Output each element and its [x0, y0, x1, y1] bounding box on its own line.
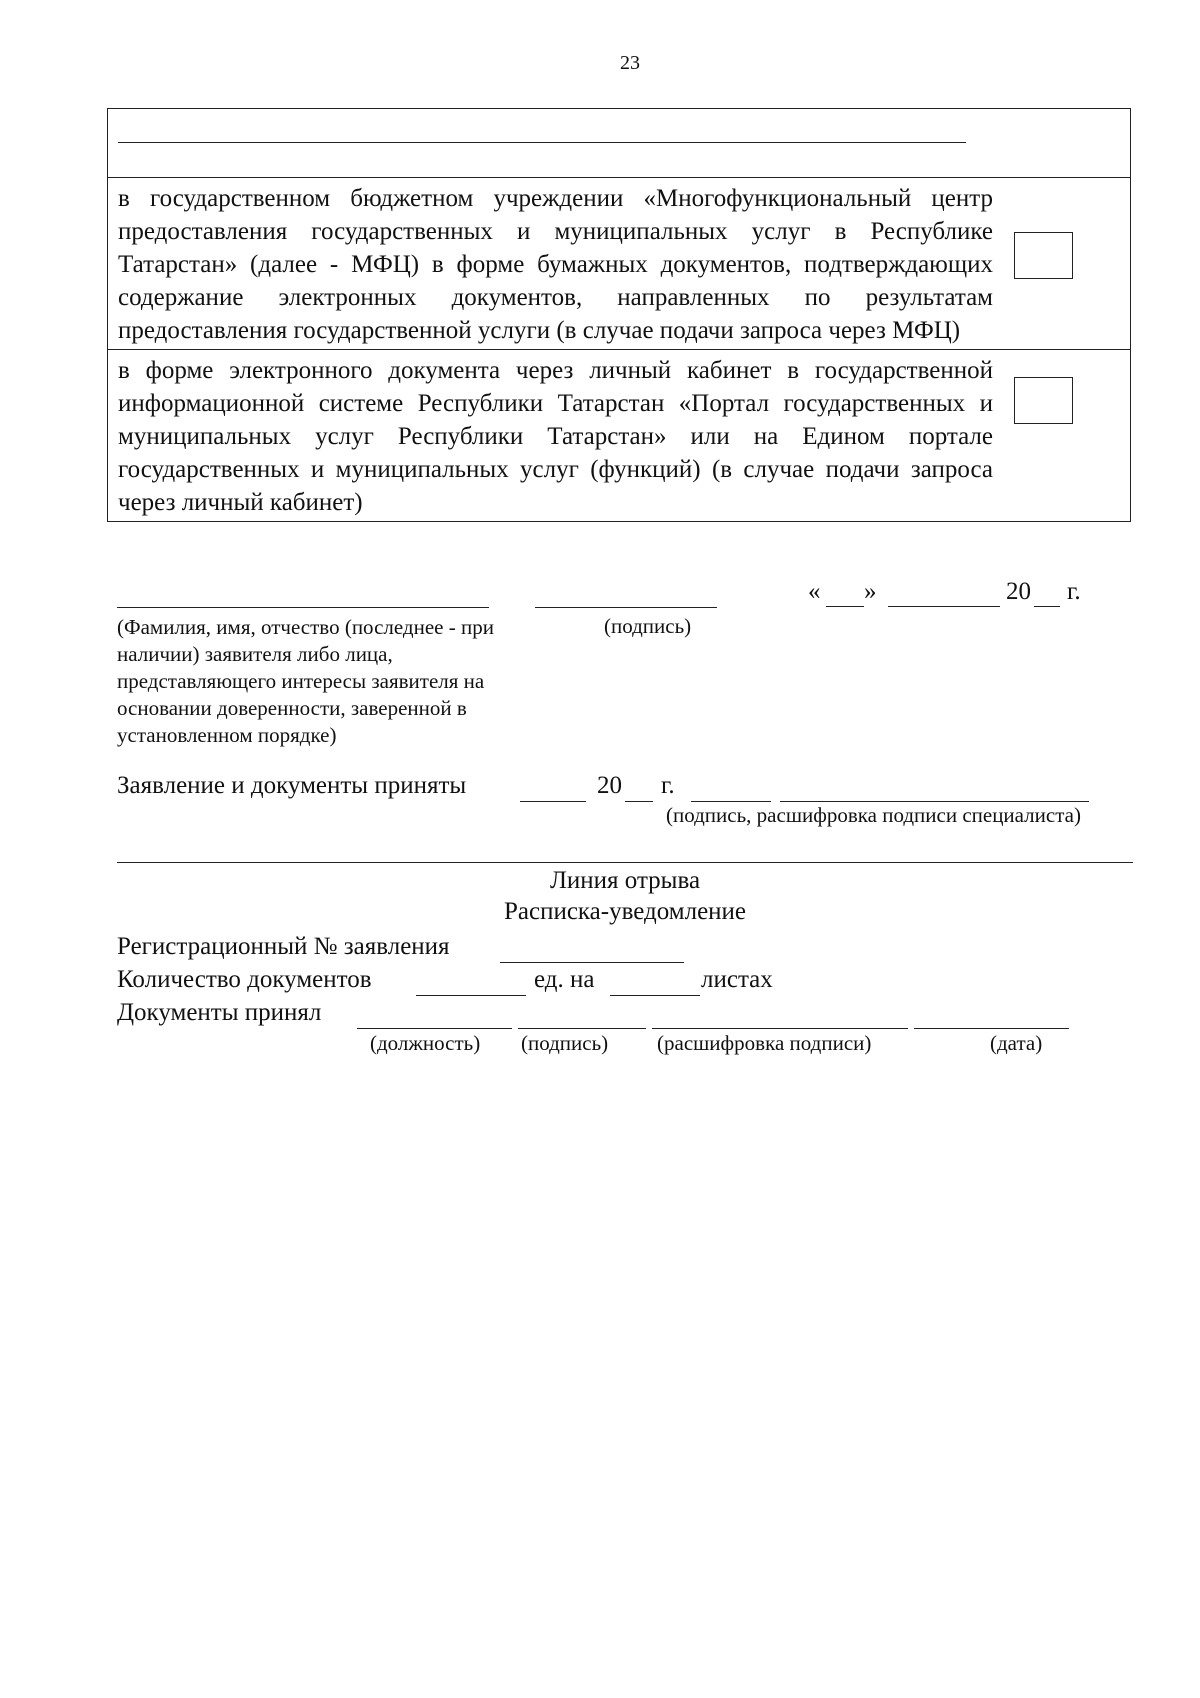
decoding-line[interactable]	[652, 1028, 908, 1029]
option-text-cell	[108, 178, 1005, 350]
option-checkbox-portal[interactable]	[1014, 377, 1073, 424]
checkbox-cell	[1004, 350, 1131, 522]
reg-number-line[interactable]	[500, 962, 684, 963]
date-open-quote: «	[808, 578, 821, 605]
accepted-caption: (подпись, расшифровка подписи специалиста)	[666, 803, 1081, 827]
option-text-mfc: в государственном бюджетном учреждении «Многофункциональный центр предоставления государственных и муниципальных услуг в Республике Татарстан» (далее - МФЦ) в форме бумажных документов, подтверждающих содержание электронных документов, направленных по результатам предоставления государственной услуги (в случае подачи запроса через МФЦ)	[118, 185, 993, 344]
blank-entry-line	[118, 142, 966, 143]
signature-line[interactable]	[535, 607, 717, 608]
accepted-by-label: Документы принял	[117, 999, 322, 1026]
signature-caption-receipt: (подпись)	[521, 1031, 609, 1055]
year-line[interactable]	[1034, 606, 1060, 607]
accepted-year-line[interactable]	[625, 801, 653, 802]
date-close-quote: »	[864, 578, 877, 605]
date-line[interactable]	[914, 1028, 1069, 1029]
option-checkbox-mfc[interactable]	[1014, 232, 1073, 279]
sheets-count-line[interactable]	[610, 995, 700, 996]
option-text-cell	[108, 350, 1005, 522]
position-line[interactable]	[357, 1028, 512, 1029]
decoding-caption: (расшифровка подписи)	[657, 1031, 872, 1055]
doc-count-label: Количество документов	[117, 966, 372, 993]
tear-line	[117, 862, 1133, 863]
sheets-label: листах	[701, 966, 773, 993]
tear-line-label: Линия отрыва	[549, 867, 701, 894]
receipt-signature-line[interactable]	[518, 1028, 646, 1029]
month-line[interactable]	[888, 606, 1000, 607]
option-text-portal: в форме электронного документа через личный кабинет в государственной информационной системе Республики Татарстан «Портал государственных и муниципальных услуг Республики Татарстан» или на Едином портале государственных и муниципальных услуг (функций) (в случае подачи запроса через личный кабинет)	[118, 357, 993, 516]
page-number: 23	[620, 52, 640, 74]
units-label: ед. на	[534, 966, 595, 993]
receipt-title: Расписка-уведомление	[503, 898, 747, 925]
year-prefix: 20	[1006, 578, 1031, 605]
accepted-year-prefix: 20	[597, 772, 622, 799]
accepted-signature-line[interactable]	[691, 801, 771, 802]
fio-line[interactable]	[117, 607, 489, 608]
accepted-year-suffix: г.	[661, 772, 675, 799]
position-caption: (должность)	[370, 1031, 481, 1055]
reg-number-label: Регистрационный № заявления	[117, 933, 450, 960]
fio-caption: (Фамилия, имя, отчество (последнее - при наличии) заявителя либо лица, представляющего интересы заявителя на основании доверенности, заверенной в установленном порядке)	[117, 615, 494, 747]
blank-row	[108, 109, 1131, 178]
delivery-options-table	[107, 108, 1131, 522]
blank-cell[interactable]	[108, 109, 1131, 178]
doc-count-line[interactable]	[416, 995, 526, 996]
option-row-mfc	[108, 178, 1131, 350]
accepted-decoding-line[interactable]	[780, 801, 1089, 802]
accepted-label: Заявление и документы приняты	[117, 772, 467, 799]
option-row-portal	[108, 350, 1131, 522]
checkbox-cell	[1004, 178, 1131, 350]
accepted-day-line[interactable]	[520, 801, 586, 802]
signature-caption: (подпись)	[604, 614, 692, 638]
day-line[interactable]	[826, 606, 864, 607]
year-suffix: г.	[1067, 578, 1081, 605]
date-caption: (дата)	[990, 1031, 1043, 1055]
